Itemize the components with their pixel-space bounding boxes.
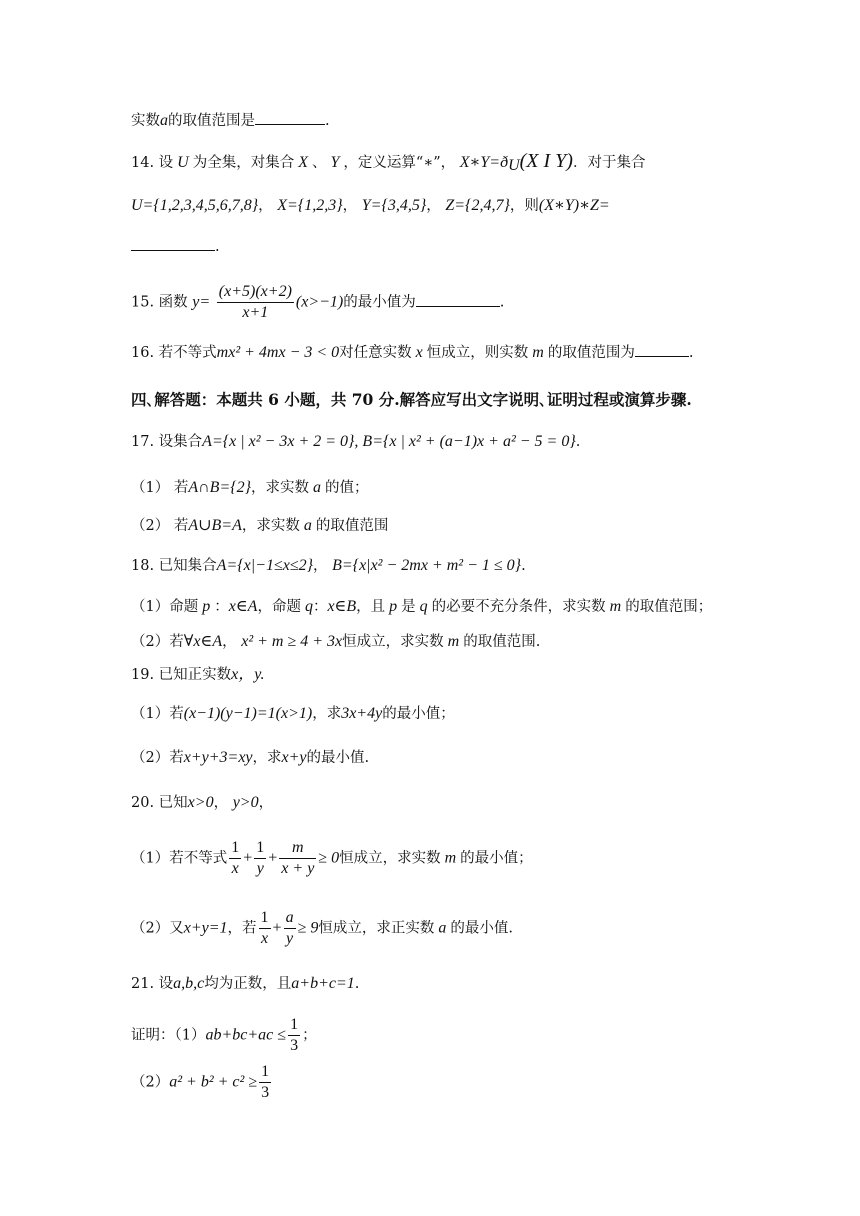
text: 、 bbox=[312, 155, 327, 171]
q18-inequality: x² + m ≥ 4 + 3x bbox=[241, 633, 343, 650]
q14-line2: U={1,2,3,4,5,6,7,8}， X={1,2,3}， Y={3,4,5}， Z={2,4,7}，则(X∗Y)∗Z= bbox=[131, 197, 610, 214]
text: 恒成立，求实数 bbox=[339, 850, 441, 867]
answer-blank[interactable] bbox=[416, 292, 500, 307]
q19 bbox=[131, 665, 265, 685]
q15-number: 15. 函数 bbox=[131, 294, 188, 311]
q19-target: 3x+4y bbox=[341, 705, 383, 722]
text: x，y. bbox=[231, 666, 265, 683]
set-U: U={1,2,3,4,5,6,7,8} bbox=[131, 197, 259, 214]
text: （2） 若 bbox=[131, 518, 189, 534]
q14-expression: (X∗Y)∗Z= bbox=[538, 197, 610, 214]
section-heading: 四､解答题：本题共 6 小题，共 70 分.解答应写出文字说明､证明过程或演算步骤. bbox=[131, 390, 692, 409]
q19-target: x+y bbox=[281, 749, 307, 766]
q21-number: 21. 设 bbox=[131, 976, 174, 992]
q18-set-B: B={x|x² − 2mx + m² − 1 ≤ 0} bbox=[332, 557, 522, 574]
answer-blank[interactable] bbox=[131, 236, 215, 251]
text: 的取值范围是 bbox=[168, 113, 255, 129]
text: 对任意实数 bbox=[339, 345, 412, 361]
q17: 17. 设集合A={x | x² − 3x + 2 = 0}, B={x | x² + (a−1)x + a² − 5 = 0}. bbox=[131, 433, 581, 450]
q17-number: 17. 设集合 bbox=[131, 434, 203, 450]
q14-line3: . bbox=[131, 236, 220, 257]
text: 的取值范围； bbox=[625, 599, 713, 615]
q17-part2-expr: A∪B=A bbox=[188, 517, 242, 534]
q14-number: 14. 设 bbox=[131, 155, 174, 171]
text: ，求 bbox=[312, 706, 342, 722]
q18-forall: ∀x∈A bbox=[183, 633, 223, 650]
q21-inequality: a² + b² + c² ≥ bbox=[169, 1073, 258, 1091]
q17-sets: A={x | x² − 3x + 2 = 0}, B={x | x² + (a−1)x + a² − 5 = 0} bbox=[202, 433, 576, 450]
set-Z: Z={2,4,7} bbox=[445, 197, 510, 214]
text: ，且 bbox=[356, 599, 386, 615]
q18-part1: （1）命题 p ：x∈A，命题 q：x∈B，且 p 是 q 的必要不充分条件，求实数 m 的取值范围； bbox=[131, 598, 713, 615]
text: 恒成立，求实数 bbox=[342, 634, 444, 650]
q19-part2 bbox=[131, 748, 369, 768]
fraction-m-over-xy: $\frac{m}{x + y}$ bbox=[281, 839, 315, 877]
text: 的最小值； bbox=[382, 706, 455, 722]
q21-inequality: ab+bc+ac ≤ bbox=[205, 1026, 287, 1044]
text: ，求实数 bbox=[241, 518, 300, 534]
text: ．对于集合 bbox=[572, 155, 646, 171]
q20-number: 20. 已知 bbox=[131, 795, 188, 811]
q18-number: 18. 已知集合 bbox=[131, 558, 217, 574]
q17-part1: （1） 若A∩B={2}，求实数 a 的值； bbox=[131, 479, 369, 496]
text: （1）命题 bbox=[131, 599, 199, 615]
q19-condition: x+y+3=xy bbox=[183, 749, 253, 766]
var-a: a bbox=[160, 112, 168, 129]
q14-line1: 14. 设 U 为全集，对集合 X 、 Y ，定义运算“∗”， $X∗Y=ð_U(X$ I Y)．对于集合 bbox=[131, 150, 646, 174]
text: ，定义运算“∗”， bbox=[343, 155, 456, 171]
text: （2）若 bbox=[131, 634, 184, 650]
text: （1） 若 bbox=[131, 480, 189, 496]
fraction-1-over-x: $\frac{1}{x}$ bbox=[231, 839, 240, 877]
q20: 20. 已知x>0， y>0， bbox=[131, 794, 274, 811]
q16-inequality: mx² + 4mx − 3 < 0 bbox=[216, 344, 340, 361]
text: 是 bbox=[401, 599, 416, 615]
text: （2） bbox=[131, 1074, 170, 1091]
text: 的最小值. bbox=[450, 920, 513, 937]
q16: 16. 若不等式mx² + 4mx − 3 < 0对任意实数 x 恒成立，则实数 m 的取值范围为 . bbox=[131, 344, 694, 361]
text: 均为正数，且 bbox=[204, 976, 292, 992]
text: x>0 bbox=[187, 794, 214, 811]
text: 的值； bbox=[325, 480, 369, 496]
q18-set-A: A={x|−1≤x≤2} bbox=[216, 557, 313, 574]
q20-part1: （1）若不等式 $\frac{1}{x}$ + $\frac{1}{y}$ + $\frac{m}{x + y}$ ≥ 0恒成立，求实数 m 的最小值； bbox=[131, 839, 533, 877]
q15-fraction bbox=[217, 282, 294, 323]
text: ： bbox=[214, 599, 229, 615]
q21: 21. 设a,b,c均为正数，且a+b+c=1. bbox=[131, 975, 360, 992]
fraction-1-over-y: $\frac{1}{y}$ bbox=[256, 839, 265, 877]
fraction-a-over-y: $\frac{a}{y}$ bbox=[285, 909, 294, 947]
text: 为全集，对集合 bbox=[192, 155, 295, 171]
text: 的最小值； bbox=[460, 850, 533, 867]
q18-part2: （2）若∀x∈A， x² + m ≥ 4 + 3x恒成立，求实数 m 的取值范围. bbox=[131, 633, 541, 650]
text: ≥ 9 bbox=[297, 919, 319, 937]
text: ，若 bbox=[227, 920, 257, 937]
text: 的最小值为 bbox=[343, 294, 416, 311]
text: a+b+c=1 bbox=[291, 975, 355, 992]
fraction-1-over-x: $\frac{1}{x}$ bbox=[260, 909, 269, 947]
text: y= bbox=[192, 293, 211, 311]
q18: 18. 已知集合A={x|−1≤x≤2}， B={x|x² − 2mx + m² − 1 ≤ 0}. bbox=[131, 557, 526, 574]
q19-part1 bbox=[131, 704, 455, 724]
text: 的取值范围 bbox=[315, 518, 389, 534]
text: a,b,c bbox=[173, 975, 205, 992]
text: y>0 bbox=[232, 794, 259, 811]
text: 恒成立，则实数 bbox=[426, 345, 529, 361]
text: 的取值范围. bbox=[463, 634, 541, 650]
text: ： bbox=[312, 599, 328, 615]
text: 的取值范围为 bbox=[547, 345, 635, 361]
fraction-one-third: $\frac{1}{3}$ bbox=[290, 1016, 299, 1054]
subscript-U: U bbox=[508, 157, 520, 174]
text: ，求 bbox=[252, 750, 282, 766]
text: 实数 bbox=[131, 113, 160, 129]
answer-blank[interactable] bbox=[635, 342, 689, 357]
q15: 15. 函数 y= $\frac{(x+5)(x+2)}{x+1}$ (x>−1)的最小值为 . bbox=[131, 283, 505, 321]
q21-part1: 证明：（1）ab+bc+ac ≤ $\frac{1}{3}$ ； bbox=[131, 1016, 317, 1054]
text: 的最小值. bbox=[306, 750, 370, 766]
text: ，则 bbox=[509, 198, 539, 214]
text: 证明：（1） bbox=[131, 1027, 206, 1044]
q19-number: 19. 已知正实数 bbox=[131, 667, 232, 683]
text: x+y=1 bbox=[183, 919, 228, 937]
text: （1）若 bbox=[131, 706, 184, 722]
q19-condition: (x−1)(y−1)=1(x>1) bbox=[183, 705, 313, 722]
q17-part2: （2） 若A∪B=A，求实数 a 的取值范围 bbox=[131, 517, 389, 534]
text: ，求实数 bbox=[251, 480, 310, 496]
text: （1）若不等式 bbox=[131, 850, 228, 867]
set-Y: Y={3,4,5} bbox=[361, 197, 427, 214]
q20-part2: （2）又x+y=1，若 $\frac{1}{x}$ + $\frac{a}{y}$ ≥ 9恒成立，求正实数 a 的最小值. bbox=[131, 909, 513, 947]
text: 恒成立，求正实数 bbox=[318, 920, 435, 937]
fraction-numerator: (x+5)(x+2) bbox=[217, 282, 294, 303]
fraction-denominator: x+1 bbox=[242, 304, 269, 321]
q13-tail: 实数a的取值范围是 . bbox=[131, 112, 330, 129]
text: ≥ 0 bbox=[318, 849, 340, 867]
text: 的必要不充分条件，求实数 bbox=[431, 599, 606, 615]
fraction-one-third: $\frac{1}{3}$ bbox=[261, 1063, 270, 1101]
text: （2）若 bbox=[131, 750, 184, 766]
answer-blank[interactable] bbox=[255, 110, 325, 125]
q17-part1-expr: A∩B={2} bbox=[188, 479, 252, 496]
q15-condition: (x>−1) bbox=[295, 293, 344, 311]
q16-number: 16. 若不等式 bbox=[131, 345, 217, 361]
q21-part2 bbox=[131, 1062, 273, 1103]
text: （2）又 bbox=[131, 920, 184, 937]
set-X: X={1,2,3} bbox=[277, 197, 343, 214]
q14-operator-def: X∗Y=ð bbox=[459, 154, 509, 171]
q14-paren-expr: (X I Y) bbox=[519, 150, 573, 172]
text: ，命题 bbox=[257, 599, 301, 615]
